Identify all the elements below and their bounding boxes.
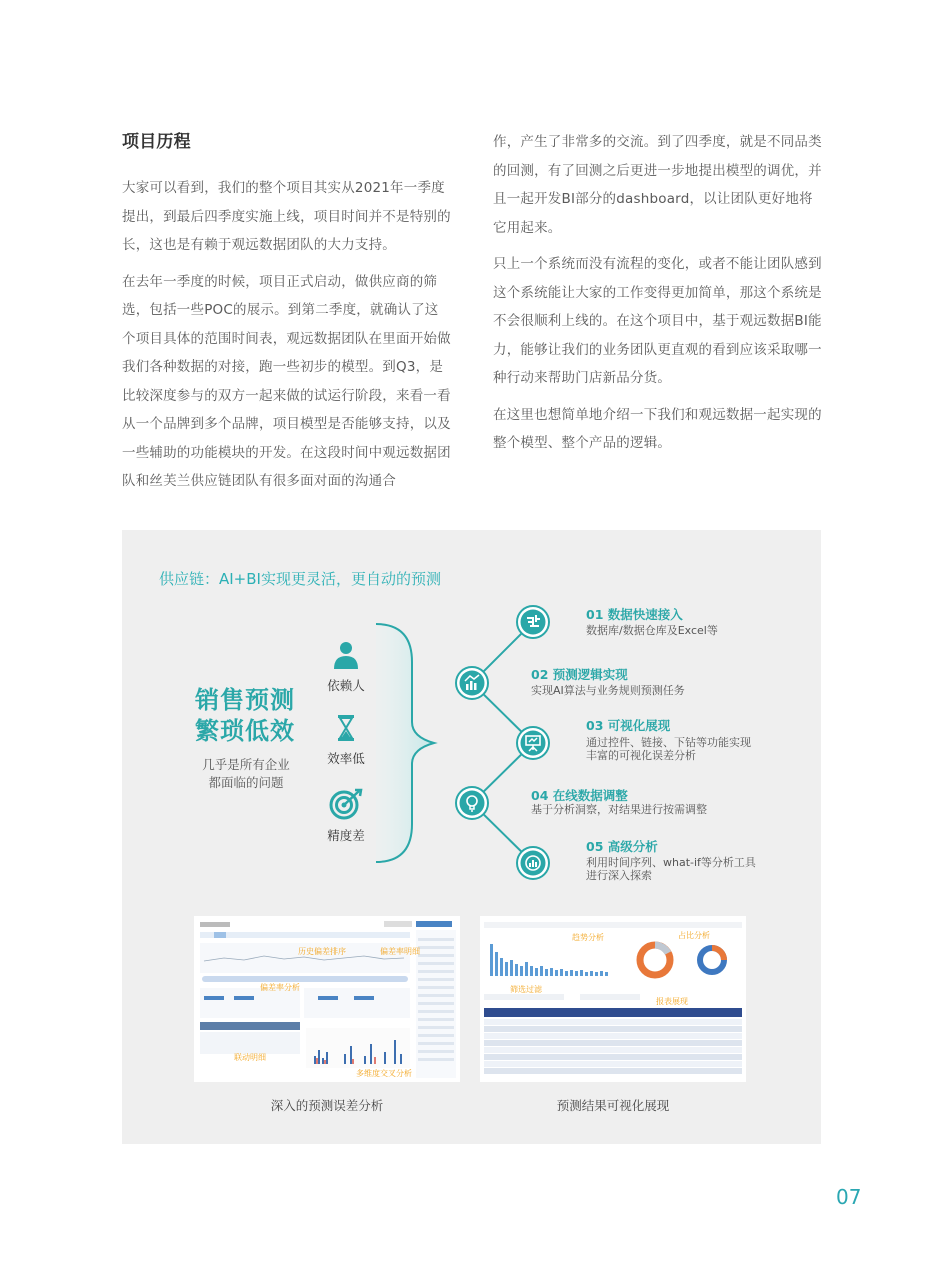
step-desc: 通过控件、链接、下钻等功能实现丰富的可视化误差分析: [586, 736, 751, 762]
callout-label: 趋势分析: [572, 933, 604, 942]
step-title: 05 高级分析: [586, 839, 658, 854]
subheadline-line2: 都面临的问题: [208, 775, 284, 790]
dashboard-screenshot-error-analysis: [194, 916, 460, 1082]
chart-up-icon: [455, 666, 489, 700]
paragraph: 作，产生了非常多的交流。到了四季度，就是不同品类的回测，有了回测之后更进一步地提出模型的调优，并且一起开发BI部分的dashboard，以让团队更好地将它用起来。: [493, 134, 822, 236]
headline-line2: 繁琐低效: [195, 717, 295, 745]
infographic-panel: [122, 530, 821, 1144]
analysis-icon: [516, 846, 550, 880]
paragraph: 在这里也想简单地介绍一下我们和观远数据一起实现的整个模型、整个产品的逻辑。: [493, 406, 822, 451]
data-plug-icon: [516, 605, 550, 639]
page-number: 07: [836, 1185, 862, 1209]
headline-line1: 销售预测: [195, 686, 295, 714]
step-desc: 利用时间序列、what-if等分析工具进行深入探索: [586, 856, 756, 882]
bulb-icon: [455, 786, 489, 820]
left-column: [122, 128, 452, 504]
step-title: 03 可视化展现: [586, 718, 671, 733]
dashboard-screenshot-visualization: [480, 916, 746, 1082]
subheadline-line1: 几乎是所有企业: [202, 757, 290, 772]
issue-label: 效率低: [327, 751, 365, 766]
headline: [195, 685, 295, 747]
right-column: [493, 128, 823, 466]
callout-label: 报表展现: [656, 997, 688, 1006]
step-desc: 基于分析洞察，对结果进行按需调整: [531, 803, 707, 816]
target-icon: [329, 788, 363, 820]
hourglass-icon: [331, 713, 361, 743]
callout-label: 联动明细: [234, 1053, 266, 1062]
person-icon: [331, 640, 361, 670]
callout-label: 筛选过滤: [510, 985, 542, 994]
panel-title: 供应链：AI+BI实现更灵活，更自动的预测: [159, 570, 441, 588]
callout-label: 占比分析: [678, 931, 710, 940]
screenshot-caption: 预测结果可视化展现: [556, 1098, 670, 1113]
callout-label: 偏差率分析: [260, 983, 300, 992]
subheadline: [196, 756, 296, 792]
callout-label: 历史偏差排序: [298, 947, 346, 956]
section-heading: 项目历程: [122, 132, 191, 152]
issue-label: 精度差: [327, 828, 365, 843]
paragraph: 大家可以看到，我们的整个项目其实从2021年一季度提出，到最后四季度实施上线，项目时间并不是特别的长，这也是有赖于观远数据团队的大力支持。: [122, 180, 451, 253]
step-title: 01 数据快速接入: [586, 607, 683, 622]
step-title: 02 预测逻辑实现: [531, 667, 628, 682]
paragraph: 在去年一季度的时候，项目正式启动，做供应商的筛选，包括一些POC的展示。到第二季度，就确认了这个项目具体的范围时间表，观远数据团队在里面开始做我们各种数据的对接，跑一些初步的模型。到Q3，是比较深度参与的双方一起来做的试运行阶段，来看一看从一个品牌到多个品牌，项目模型是否能够支持，以及一些辅助的功能模块的开发。在这段时间中观远数据团队和丝芙兰供应链团队有很多面对面的沟通合: [122, 273, 451, 489]
step-desc: 数据库/数据仓库及Excel等: [586, 624, 718, 637]
callout-label: 多维度交叉分析: [356, 1069, 412, 1078]
brace-shape: [372, 622, 442, 864]
callout-label: 偏差率明细: [380, 947, 420, 956]
presentation-icon: [516, 726, 550, 760]
screenshot-caption: 深入的预测误差分析: [270, 1098, 384, 1113]
step-desc: 实现AI算法与业务规则预测任务: [531, 684, 685, 697]
paragraph: 只上一个系统而没有流程的变化，或者不能让团队感到这个系统能让大家的工作变得更加简单，那这个系统是不会很顺利上线的。在这个项目中，基于观远数据BI能力，能够让我们的业务团队更直观的看到应该采取哪一种行动来帮助门店新品分货。: [493, 256, 822, 386]
step-title: 04 在线数据调整: [531, 788, 628, 803]
issue-label: 依赖人: [327, 678, 365, 693]
